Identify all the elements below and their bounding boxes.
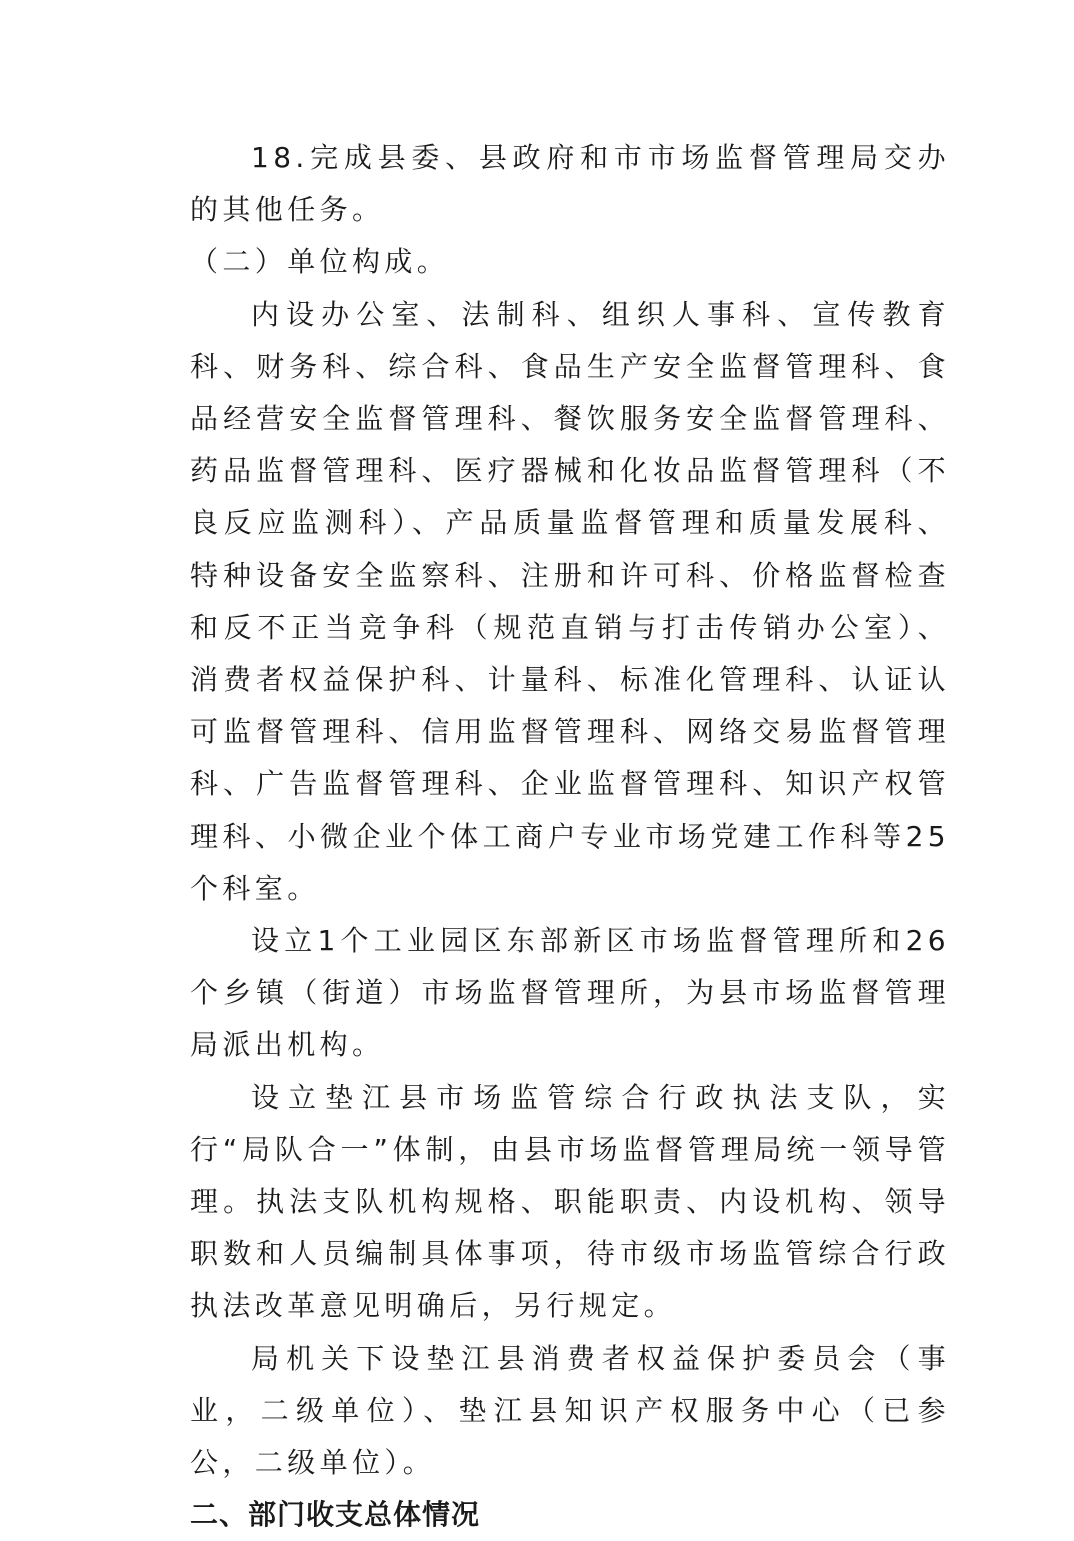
subheading-unit-composition: （二）单位构成。 xyxy=(190,245,450,279)
document-page xyxy=(190,132,950,1541)
paragraph-internal-departments: 内设办公室、法制科、组织人事科、宣传教育科、财务科、综合科、食品生产安全监督管理科、食品经营安全监督管理科、餐饮服务安全监督管理科、药品监督管理科、医疗器械和化妆品监督管理科（不良反应监测科）、产品质量监督管理和质量发展科、特种设备安全监察科、注册和许可科、价格监督检查和反不正当竞争科（规范直销与打击传销办公室）、消费者权益保护科、计量科、标准化管理科、认证认可监督管理科、信用监督管理科、网络交易监督管理科、广告监督管理科、企业监督管理科、知识产权管理科、小微企业个体工商户专业市场党建工作科等25个科室。 xyxy=(190,297,950,905)
paragraph-subordinate-units: 局机关下设垫江县消费者权益保护委员会（事业，二级单位）、垫江县知识产权服务中心（已参公，二级单位）。 xyxy=(190,1341,950,1480)
section-heading: 二、部门收支总体情况 xyxy=(190,1498,481,1532)
paragraph-enforcement-team: 设立垫江县市场监管综合行政执法支队，实行“局队合一”体制，由县市场监督管理局统一领导管理。执法支队机构规格、职能职责、内设机构、领导职数和人员编制具体事项，待市级市场监管综合行政执法改革意见明确后，另行规定。 xyxy=(190,1080,950,1323)
paragraph-market-supervision-offices: 设立1个工业园区东部新区市场监督管理所和26个乡镇（街道）市场监督管理所，为县市场监督管理局派出机构。 xyxy=(190,924,950,1062)
paragraph-item-18: 18.完成县委、县政府和市市场监督管理局交办的其他任务。 xyxy=(190,141,950,227)
